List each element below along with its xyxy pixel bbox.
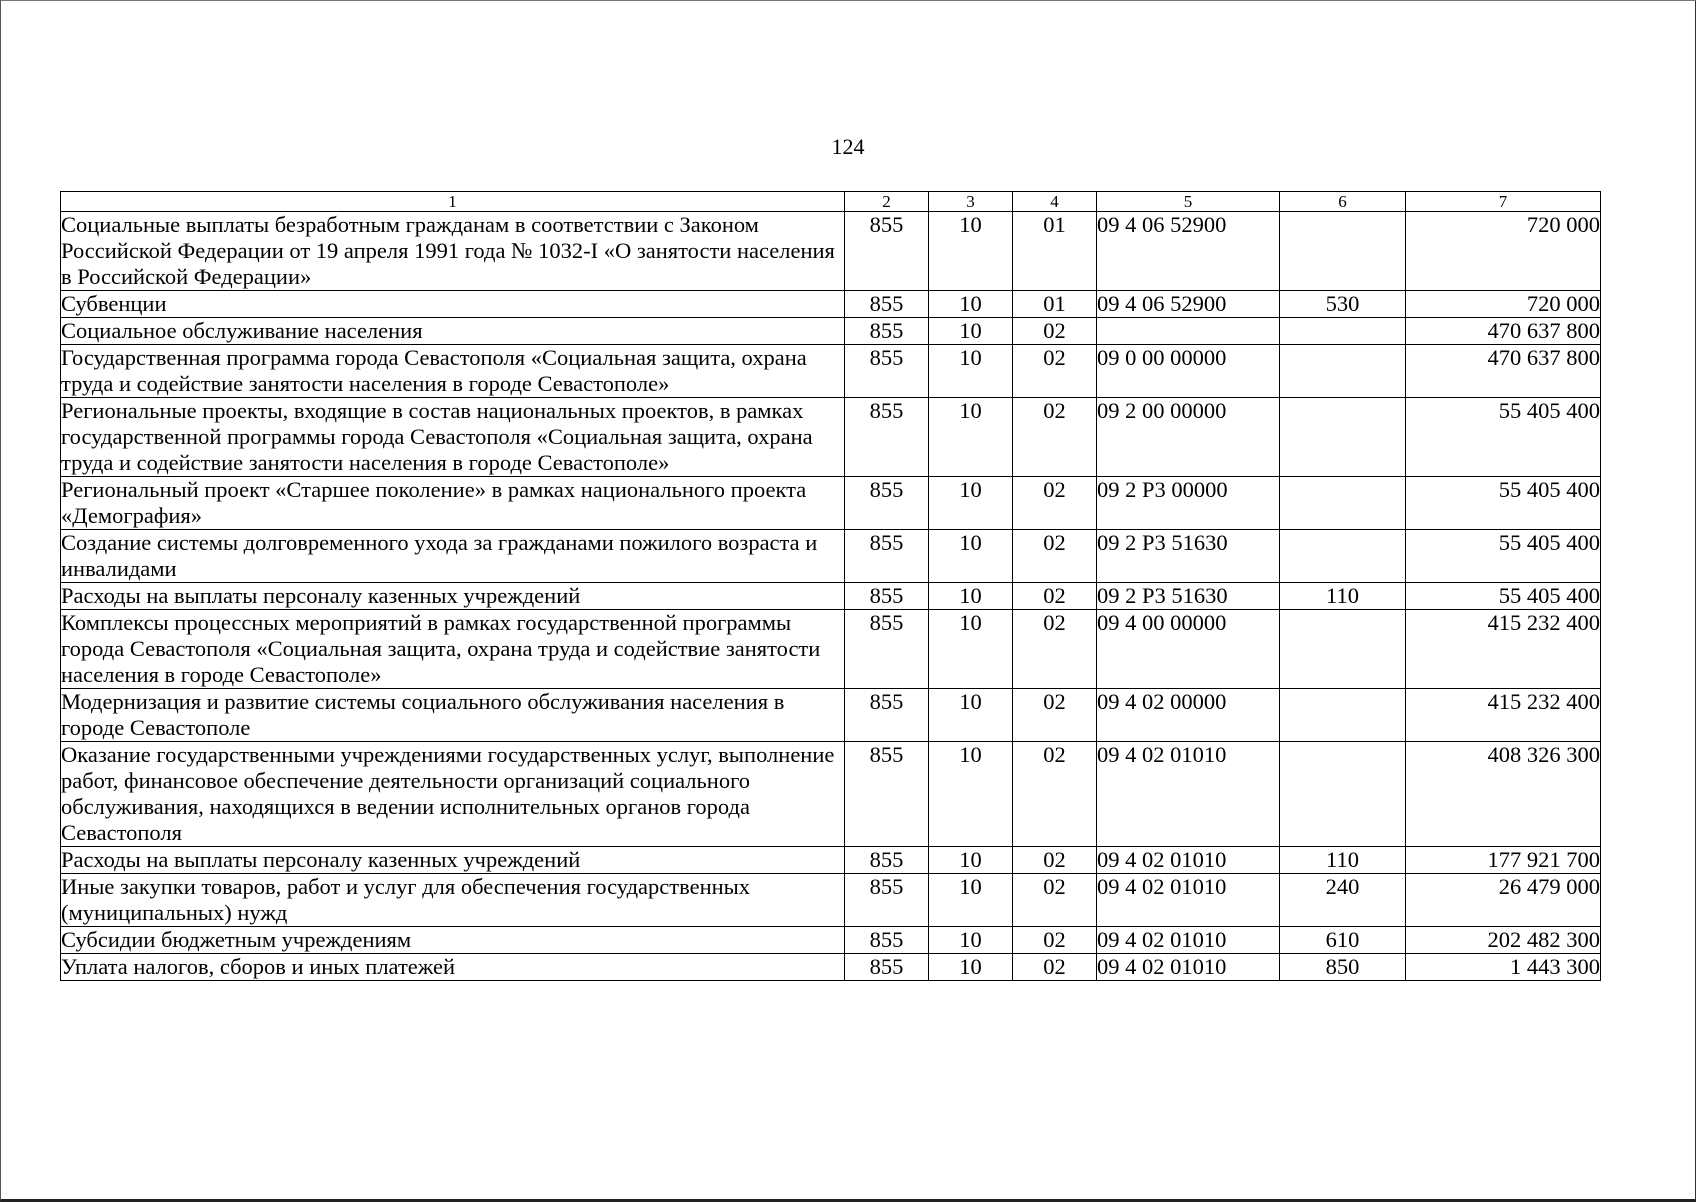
- row-expense-type: 850: [1280, 954, 1406, 981]
- page-number: 124: [831, 134, 865, 159]
- row-section-code: 10: [929, 398, 1013, 477]
- row-ministry-code: 855: [845, 954, 929, 981]
- row-subsection-code: 02: [1013, 583, 1097, 610]
- row-expense-type: 610: [1280, 927, 1406, 954]
- table-row: [61, 610, 1601, 689]
- table-row: [61, 874, 1601, 927]
- table-row: [61, 318, 1601, 345]
- row-amount: 720 000: [1406, 212, 1601, 291]
- table-row: [61, 954, 1601, 981]
- row-expense-type: [1280, 345, 1406, 398]
- row-name: Региональный проект «Старшее поколение» в рамках национального проекта «Демография»: [61, 477, 845, 530]
- row-ministry-code: 855: [845, 398, 929, 477]
- row-section-code: 10: [929, 689, 1013, 742]
- row-ministry-code: 855: [845, 874, 929, 927]
- row-name: Государственная программа города Севастополя «Социальная защита, охрана труда и содействие занятости населения в городе Севастополе»: [61, 345, 845, 398]
- row-section-code: 10: [929, 291, 1013, 318]
- row-amount: 470 637 800: [1406, 318, 1601, 345]
- row-target-article: 09 4 02 01010: [1097, 742, 1280, 847]
- row-target-article: 09 0 00 00000: [1097, 345, 1280, 398]
- row-expense-type: [1280, 742, 1406, 847]
- row-section-code: 10: [929, 874, 1013, 927]
- row-section-code: 10: [929, 927, 1013, 954]
- row-ministry-code: 855: [845, 477, 929, 530]
- row-expense-type: [1280, 477, 1406, 530]
- row-name: Уплата налогов, сборов и иных платежей: [61, 954, 845, 981]
- row-amount: 55 405 400: [1406, 583, 1601, 610]
- row-target-article: 09 2 00 00000: [1097, 398, 1280, 477]
- row-name: Расходы на выплаты персоналу казенных учреждений: [61, 847, 845, 874]
- row-target-article: 09 2 Р3 51630: [1097, 583, 1280, 610]
- table-row: [61, 291, 1601, 318]
- row-amount: 1 443 300: [1406, 954, 1601, 981]
- row-subsection-code: 02: [1013, 345, 1097, 398]
- row-target-article: 09 4 02 01010: [1097, 874, 1280, 927]
- row-subsection-code: 02: [1013, 874, 1097, 927]
- row-expense-type: [1280, 212, 1406, 291]
- row-target-article: 09 4 06 52900: [1097, 212, 1280, 291]
- table-row: [61, 847, 1601, 874]
- row-target-article: 09 2 Р3 51630: [1097, 530, 1280, 583]
- row-ministry-code: 855: [845, 583, 929, 610]
- row-name: Региональные проекты, входящие в состав национальных проектов, в рамках государственной программы города Севастополя «Социальная защита, охрана труда и содействие занятости населения в городе Севастополе»: [61, 398, 845, 477]
- row-subsection-code: 02: [1013, 954, 1097, 981]
- row-name: Модернизация и развитие системы социального обслуживания населения в городе Севастополе: [61, 689, 845, 742]
- row-section-code: 10: [929, 530, 1013, 583]
- row-expense-type: [1280, 318, 1406, 345]
- column-header-name: 1: [61, 192, 845, 212]
- table-row: [61, 398, 1601, 477]
- row-ministry-code: 855: [845, 318, 929, 345]
- row-ministry-code: 855: [845, 345, 929, 398]
- row-amount: 408 326 300: [1406, 742, 1601, 847]
- row-section-code: 10: [929, 954, 1013, 981]
- row-amount: 470 637 800: [1406, 345, 1601, 398]
- row-section-code: 10: [929, 847, 1013, 874]
- row-subsection-code: 02: [1013, 742, 1097, 847]
- row-name: Социальное обслуживание населения: [61, 318, 845, 345]
- row-name: Субсидии бюджетным учреждениям: [61, 927, 845, 954]
- row-subsection-code: 02: [1013, 318, 1097, 345]
- row-section-code: 10: [929, 610, 1013, 689]
- row-section-code: 10: [929, 477, 1013, 530]
- row-target-article: 09 4 02 01010: [1097, 954, 1280, 981]
- budget-table: [60, 191, 1601, 981]
- row-name: Субвенции: [61, 291, 845, 318]
- row-amount: 26 479 000: [1406, 874, 1601, 927]
- row-subsection-code: 01: [1013, 291, 1097, 318]
- table-row: [61, 530, 1601, 583]
- row-target-article: 09 4 02 01010: [1097, 847, 1280, 874]
- column-header-section: 3: [929, 192, 1013, 212]
- row-expense-type: 110: [1280, 847, 1406, 874]
- row-subsection-code: 02: [1013, 610, 1097, 689]
- row-ministry-code: 855: [845, 291, 929, 318]
- row-subsection-code: 02: [1013, 689, 1097, 742]
- row-name: Иные закупки товаров, работ и услуг для обеспечения государственных (муниципальных) нужд: [61, 874, 845, 927]
- row-name: Оказание государственными учреждениями государственных услуг, выполнение работ, финансовое обеспечение деятельности организаций социального обслуживания, находящихся в ведении исполнительных органов города Севастополя: [61, 742, 845, 847]
- row-section-code: 10: [929, 583, 1013, 610]
- table-row: [61, 477, 1601, 530]
- row-section-code: 10: [929, 345, 1013, 398]
- table-row: [61, 927, 1601, 954]
- row-expense-type: 110: [1280, 583, 1406, 610]
- row-section-code: 10: [929, 742, 1013, 847]
- row-amount: 55 405 400: [1406, 530, 1601, 583]
- row-target-article: 09 4 06 52900: [1097, 291, 1280, 318]
- row-target-article: 09 2 Р3 00000: [1097, 477, 1280, 530]
- row-amount: 415 232 400: [1406, 689, 1601, 742]
- row-name: Создание системы долговременного ухода за гражданами пожилого возраста и инвалидами: [61, 530, 845, 583]
- row-name: Социальные выплаты безработным гражданам в соответствии с Законом Российской Федерации от 19 апреля 1991 года № 1032-I «О занятости населения в Российской Федерации»: [61, 212, 845, 291]
- row-amount: 202 482 300: [1406, 927, 1601, 954]
- column-header-ministry: 2: [845, 192, 929, 212]
- row-target-article: 09 4 00 00000: [1097, 610, 1280, 689]
- row-expense-type: 240: [1280, 874, 1406, 927]
- table-row: [61, 212, 1601, 291]
- column-header-target-article: 5: [1097, 192, 1280, 212]
- row-ministry-code: 855: [845, 212, 929, 291]
- row-ministry-code: 855: [845, 847, 929, 874]
- row-ministry-code: 855: [845, 742, 929, 847]
- row-target-article: 09 4 02 00000: [1097, 689, 1280, 742]
- row-section-code: 10: [929, 318, 1013, 345]
- column-header-expense-type: 6: [1280, 192, 1406, 212]
- column-header-amount: 7: [1406, 192, 1601, 212]
- row-expense-type: [1280, 610, 1406, 689]
- row-amount: 720 000: [1406, 291, 1601, 318]
- row-amount: 55 405 400: [1406, 398, 1601, 477]
- column-header-subsection: 4: [1013, 192, 1097, 212]
- table-row: [61, 583, 1601, 610]
- row-ministry-code: 855: [845, 610, 929, 689]
- row-ministry-code: 855: [845, 530, 929, 583]
- row-expense-type: [1280, 530, 1406, 583]
- row-target-article: [1097, 318, 1280, 345]
- row-amount: 415 232 400: [1406, 610, 1601, 689]
- row-subsection-code: 02: [1013, 927, 1097, 954]
- table-row: [61, 689, 1601, 742]
- row-ministry-code: 855: [845, 689, 929, 742]
- row-expense-type: [1280, 689, 1406, 742]
- row-name: Комплексы процессных мероприятий в рамках государственной программы города Севастополя «Социальная защита, охрана труда и содействие занятости населения в городе Севастополе»: [61, 610, 845, 689]
- header-row: [61, 192, 1601, 212]
- row-section-code: 10: [929, 212, 1013, 291]
- row-target-article: 09 4 02 01010: [1097, 927, 1280, 954]
- row-amount: 177 921 700: [1406, 847, 1601, 874]
- row-subsection-code: 02: [1013, 530, 1097, 583]
- table-row: [61, 345, 1601, 398]
- row-expense-type: 530: [1280, 291, 1406, 318]
- row-amount: 55 405 400: [1406, 477, 1601, 530]
- row-ministry-code: 855: [845, 927, 929, 954]
- table-row: [61, 742, 1601, 847]
- row-subsection-code: 02: [1013, 477, 1097, 530]
- row-subsection-code: 02: [1013, 847, 1097, 874]
- row-subsection-code: 02: [1013, 398, 1097, 477]
- row-expense-type: [1280, 398, 1406, 477]
- row-name: Расходы на выплаты персоналу казенных учреждений: [61, 583, 845, 610]
- row-subsection-code: 01: [1013, 212, 1097, 291]
